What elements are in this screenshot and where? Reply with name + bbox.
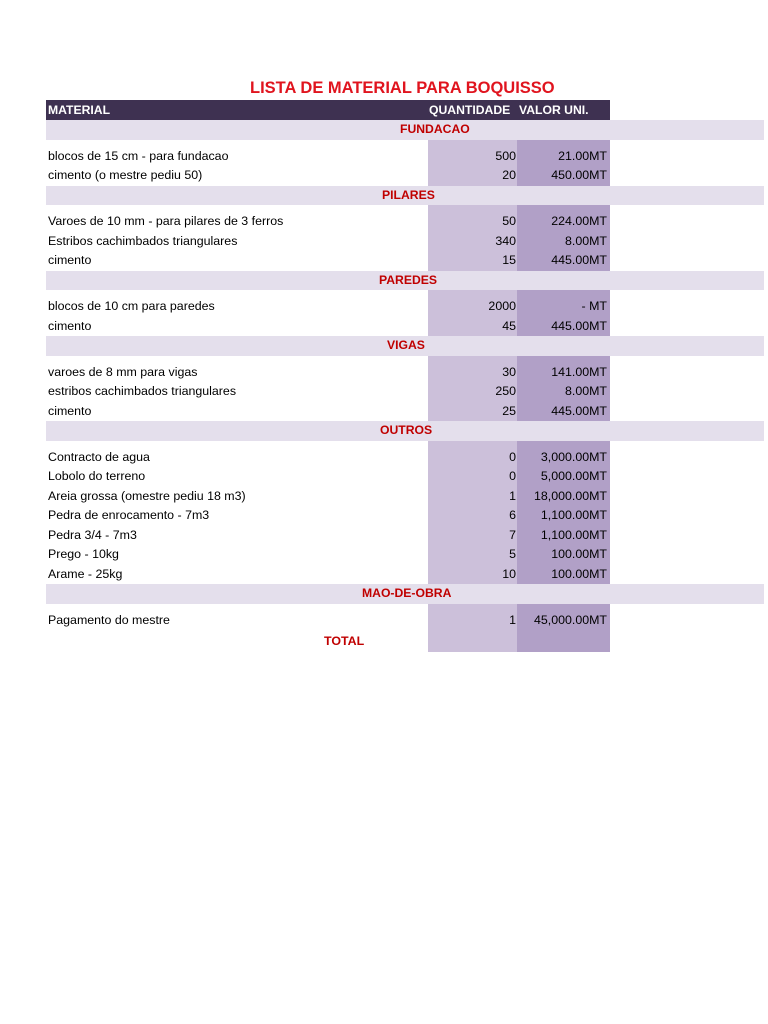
table-row — [46, 448, 764, 468]
quantity-value: 15 — [502, 253, 516, 267]
spacer-row — [46, 441, 764, 448]
section-row-fundacao — [46, 120, 764, 140]
unit-price-value: 445.00MT — [551, 318, 607, 333]
unit-price-value: 100.00MT — [551, 566, 607, 581]
material-name: blocos de 10 cm para paredes — [48, 299, 215, 313]
unit-price-value: 224.00MT — [551, 214, 607, 228]
table-row — [46, 545, 764, 565]
quantity-value: 1 — [509, 488, 516, 503]
section-label: VIGAS — [387, 338, 425, 352]
spacer-row — [46, 290, 764, 297]
table-row — [46, 382, 764, 402]
section-row-vigas — [46, 336, 764, 356]
section-label: FUNDACAO — [400, 122, 470, 136]
quantity-value: 50 — [502, 214, 516, 228]
spacer-row — [46, 604, 764, 611]
material-name: cimento — [48, 253, 92, 267]
section-label: PILARES — [382, 187, 435, 202]
document-title: LISTA DE MATERIAL PARA BOQUISSO — [250, 79, 555, 97]
quantity-value: 0 — [509, 469, 516, 483]
material-name: varoes de 8 mm para vigas — [48, 364, 198, 379]
unit-price-value: 450.00MT — [551, 168, 607, 182]
section-label: PAREDES — [379, 272, 438, 287]
spacer-row — [46, 205, 764, 212]
unit-price-value: 445.00MT — [551, 253, 607, 267]
table-row — [46, 526, 764, 546]
unit-price-value: 8.00MT — [564, 384, 607, 398]
material-name: Pagamento do mestre — [48, 612, 170, 627]
quantity-value: 25 — [502, 403, 516, 418]
quantity-value: 500 — [495, 148, 516, 163]
quantity-value: 20 — [502, 168, 516, 182]
material-name: Varoes de 10 mm - para pilares de 3 ferros — [48, 214, 284, 228]
value-cell-bg — [517, 205, 610, 212]
value-cell-bg — [517, 630, 610, 652]
table-row — [46, 402, 764, 422]
section-row-pilares — [46, 186, 764, 206]
material-name: cimento (o mestre pediu 50) — [48, 168, 203, 182]
quantity-value: 0 — [509, 449, 516, 464]
header-quantidade: QUANTIDADE — [429, 103, 511, 117]
table-body — [46, 120, 764, 652]
quantity-value: 7 — [509, 527, 516, 542]
qty-cell-bg — [428, 290, 517, 297]
value-cell-bg — [517, 604, 610, 611]
quantity-value: 30 — [502, 364, 516, 379]
material-name: Lobolo do terreno — [48, 469, 146, 483]
unit-price-value: 45,000.00MT — [533, 612, 607, 627]
table-row — [46, 147, 764, 167]
table-row — [46, 487, 764, 507]
section-row-mao-de-obra — [46, 584, 764, 604]
qty-cell-bg — [428, 630, 517, 652]
unit-price-value: - MT — [581, 299, 607, 313]
header-material: MATERIAL — [48, 103, 111, 117]
material-name: Prego - 10kg — [48, 547, 119, 561]
material-name: Arame - 25kg — [48, 566, 123, 581]
table-row — [46, 232, 764, 252]
header-valor-unitario: VALOR UNI. — [519, 103, 589, 117]
material-name: cimento — [48, 403, 92, 418]
table-row — [46, 251, 764, 271]
qty-cell-bg — [428, 441, 517, 448]
unit-price-value: 3,000.00MT — [540, 449, 607, 464]
quantity-value: 340 — [495, 233, 516, 248]
unit-price-value: 21.00MT — [558, 148, 607, 163]
total-label: TOTAL — [324, 634, 365, 648]
material-name: Estribos cachimbados triangulares — [48, 233, 238, 248]
quantity-value: 45 — [502, 318, 516, 333]
value-cell-bg — [517, 441, 610, 448]
unit-price-value: 18,000.00MT — [533, 488, 607, 503]
table-row — [46, 166, 764, 186]
material-name: Contracto de agua — [48, 449, 150, 464]
section-label: OUTROS — [380, 423, 433, 437]
unit-price-value: 1,100.00MT — [540, 508, 607, 522]
table-row — [46, 467, 764, 487]
quantity-value: 6 — [509, 508, 516, 522]
unit-price-value: 5,000.00MT — [540, 469, 607, 483]
material-name: Pedra 3/4 - 7m3 — [48, 527, 137, 542]
unit-price-value: 445.00MT — [551, 403, 607, 418]
table-row — [46, 565, 764, 585]
material-name: Pedra de enrocamento - 7m3 — [48, 508, 210, 522]
material-name: Areia grossa (omestre pediu 18 m3) — [48, 488, 246, 503]
table-row — [46, 317, 764, 337]
material-name: estribos cachimbados triangulares — [48, 384, 237, 398]
value-cell-bg — [517, 356, 610, 363]
spacer-row — [46, 140, 764, 147]
quantity-value: 250 — [495, 384, 516, 398]
qty-cell-bg — [428, 205, 517, 212]
table-header-row — [46, 100, 764, 120]
quantity-value: 2000 — [488, 299, 516, 313]
section-row-outros — [46, 421, 764, 441]
unit-price-value: 1,100.00MT — [540, 527, 607, 542]
value-cell-bg — [517, 140, 610, 147]
qty-cell-bg — [428, 356, 517, 363]
table-row — [46, 611, 764, 631]
quantity-value: 5 — [509, 547, 516, 561]
section-label: MAO-DE-OBRA — [362, 586, 452, 600]
qty-cell-bg — [428, 604, 517, 611]
table-row — [46, 212, 764, 232]
table-row — [46, 363, 764, 383]
spacer-row — [46, 356, 764, 363]
unit-price-value: 100.00MT — [551, 547, 607, 561]
table-row — [46, 297, 764, 317]
total-row — [46, 630, 764, 652]
material-name: cimento — [48, 318, 92, 333]
unit-price-value: 141.00MT — [551, 364, 607, 379]
unit-price-value: 8.00MT — [564, 233, 607, 248]
qty-cell-bg — [428, 140, 517, 147]
material-table — [46, 100, 764, 652]
quantity-value: 10 — [502, 566, 516, 581]
table-row — [46, 506, 764, 526]
material-name: blocos de 15 cm - para fundacao — [48, 148, 229, 163]
value-cell-bg — [517, 290, 610, 297]
quantity-value: 1 — [509, 612, 516, 627]
section-row-paredes — [46, 271, 764, 291]
